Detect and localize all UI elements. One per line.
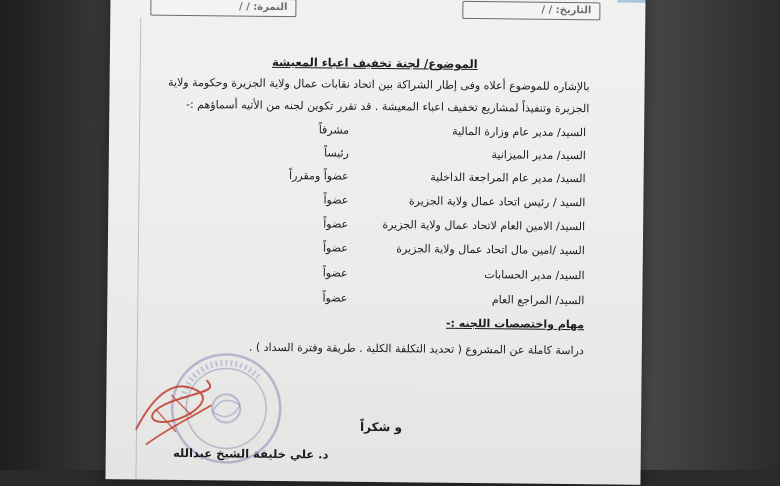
member-name: السيد /امين مال اتحاد عمال ولاية الجزيرة [396,242,585,258]
background-right [630,0,780,470]
tasks-heading: مهام واختصصات اللجنه :- [445,316,585,332]
background-left [0,0,120,470]
member-role: عضواً [322,266,348,280]
member-name: السيد/ مدير عام المراجعة الداخلية [430,170,586,186]
member-name: السيد/ مدير عام وزارة المالية [452,124,587,140]
member-name: السيد/ مدير الحسابات [484,268,585,283]
member-role: عضواً [322,241,348,255]
member-role: عضواً [323,193,349,207]
closing-text: و شكراً [359,419,403,435]
number-field: النمرة: / / [150,0,296,17]
tasks-body: دراسة كاملة عن المشروع ( تحديد التكلفة الكلية . طريقة وفترة السداد ) . [248,340,584,358]
member-role: رئيساً [323,146,349,160]
member-name: السيد/ المراجع العام [491,293,585,308]
member-name: السيد/ الامين العام لاتحاد عمال ولاية الجزيرة [382,218,586,234]
subject-line: الموضوع/ لجنة تخفيف اعباء المعيشة [271,54,478,72]
member-role: عضواً [323,217,349,231]
letter-paper [105,0,645,485]
signer-name: د. علي خليفة الشيخ عبدالله [172,445,329,462]
members-list [107,117,644,323]
member-role: عضواً ومقرراً [289,169,349,183]
member-name: السيد / رئيس اتحاد عمال ولاية الجزيرة [408,194,586,210]
member-role: مشرفاً [318,123,350,137]
intro-paragraph: بالإشاره للموضوع أعلاه وفى إطار الشراكة بين اتحاد نقابات عمال ولاية الجزيرة وحكومة ولاية الجزيرة وتنفيذاً لمشاريع تخفيف اعباء المعيشة . قد تقرر تكوين لجنه من الأتيه أسماؤهم :- [168,75,590,116]
letterhead-corner-right [617,0,645,3]
member-name: السيد/ مدير الميزانية [491,148,586,163]
date-field: التاريخ: / / [462,1,600,20]
member-role: عضواً [322,291,348,305]
